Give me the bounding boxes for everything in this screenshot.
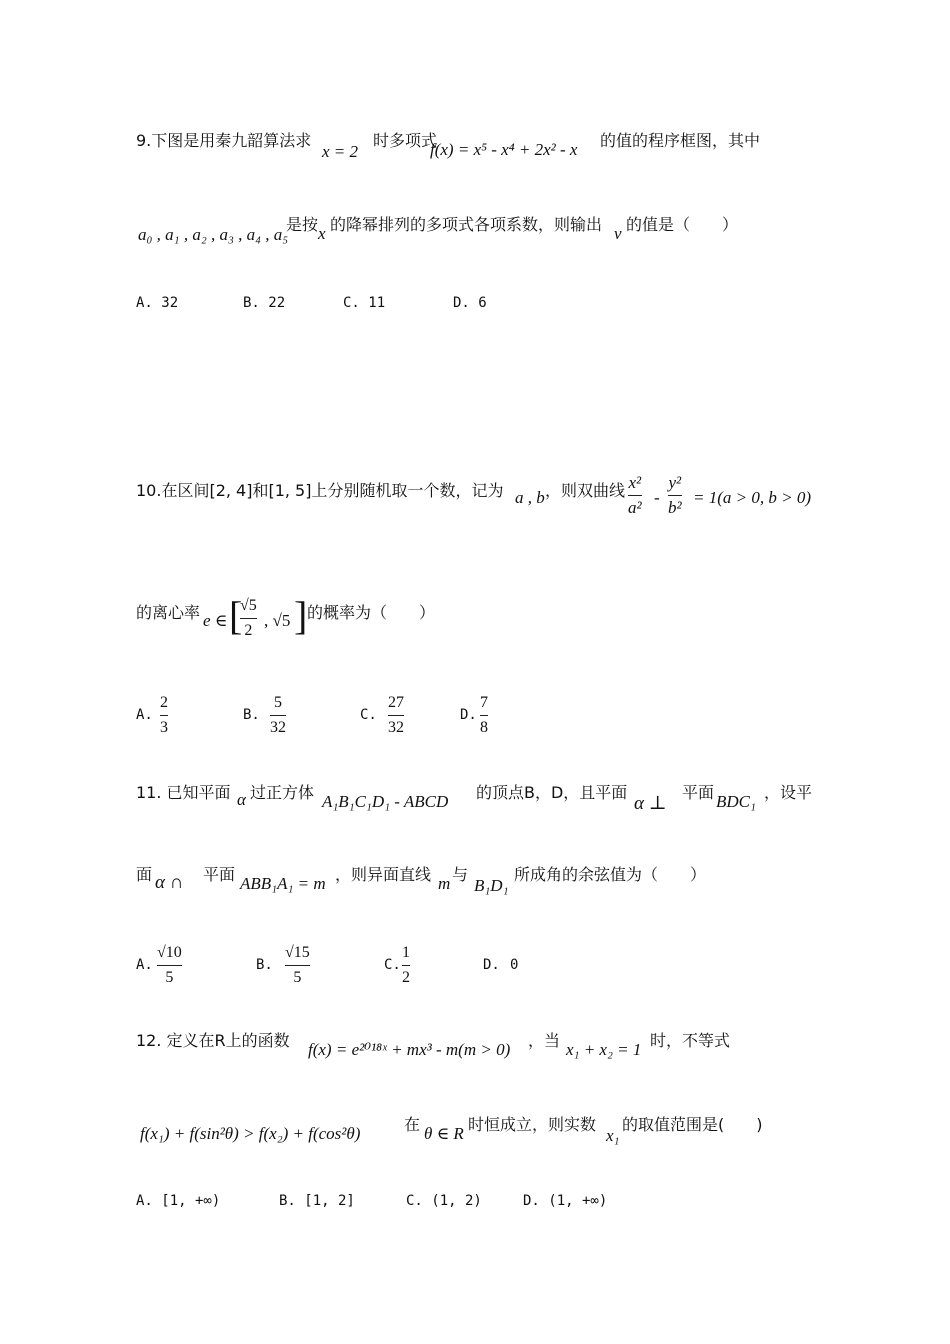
q9-text-2: 时多项式 (373, 131, 438, 150)
q10-interval-num: √5 (240, 597, 257, 614)
q11-text-4: 平面 (682, 783, 715, 802)
q10-text-4: 的概率为（ ） (307, 603, 436, 622)
q9-option-b: B. 22 (243, 295, 286, 311)
q10-ab: a , b (515, 488, 545, 507)
fraction-bar (388, 715, 404, 716)
q11-bdc: BDC₁ (716, 792, 756, 811)
q10-option-b-label: B. (243, 707, 260, 723)
q11-option-d-label: D. (483, 957, 500, 973)
q10-option-c-label: C. (360, 707, 377, 723)
q11-abb: ABB₁A₁ = m (240, 874, 326, 893)
q10-hyp-num-2: y² (668, 473, 682, 492)
q10-option-c-num: 27 (388, 694, 404, 711)
q10-option-b-den: 32 (270, 719, 286, 736)
q10-hyp-num-1: x² (628, 473, 642, 492)
q10-option-a-label: A. (136, 707, 153, 723)
q10-option-a-den: 3 (160, 719, 168, 736)
q11-text-1: 11. 已知平面 (136, 783, 231, 802)
q11-option-c-label: C. (384, 957, 401, 973)
q11-option-b-label: B. (256, 957, 273, 973)
fraction-bar (285, 965, 310, 966)
q10-text-1: 10.在区间[2, 4]和[1, 5]上分别随机取一个数，记为 (136, 481, 504, 500)
fraction-bar (240, 618, 257, 619)
right-bracket-icon: ] (294, 593, 308, 638)
q11-option-b-num: √15 (285, 944, 310, 961)
q10-option-d-den: 8 (480, 719, 488, 736)
q11-text-9: 与 (452, 865, 469, 884)
q11-option-b-value (285, 944, 310, 987)
q9-coefficients: a₀ , a₁ , a₂ , a₃ , a₄ , a₅ (138, 225, 289, 244)
q12-inequality: f(x₁) + f(sin²θ) > f(x₂) + f(cos²θ) (140, 1124, 361, 1143)
q11-cube: A₁B₁C₁D₁ - ABCD (322, 792, 449, 811)
q10-option-d-label: D. (460, 707, 477, 723)
q10-interval-den: 2 (244, 622, 253, 639)
q11-text-8: ，则异面直线 (335, 865, 432, 884)
q12-theta: θ ∈ R (424, 1124, 464, 1143)
q12-text-5: 时恒成立，则实数 (468, 1115, 597, 1134)
q11-m-var: m (438, 874, 451, 893)
q9-v-var: v (614, 224, 622, 243)
q12-text-6: 的取值范围是( ) (622, 1115, 763, 1134)
q11-option-a-num: √10 (157, 944, 182, 961)
q12-x1: x₁ (606, 1126, 620, 1145)
q12-option-a: A. [1, +∞) (136, 1193, 221, 1209)
q11-text-10: 所成角的余弦值为（ ） (514, 865, 707, 884)
fraction-bar (270, 715, 286, 716)
fraction-bar (480, 715, 488, 716)
q10-interval-fraction (240, 597, 257, 640)
q10-option-c-den: 32 (388, 719, 404, 736)
q9-x-var: x (318, 224, 326, 243)
fraction-bar (160, 715, 168, 716)
q12-option-d: D. (1, +∞) (523, 1193, 608, 1209)
q10-hyp-minus: - (654, 488, 660, 507)
q9-option-d: D. 6 (453, 295, 487, 311)
q11-option-a-den: 5 (165, 969, 174, 986)
q11-alpha: α (237, 790, 246, 809)
q10-hyperbola-term-1 (628, 474, 642, 517)
q9-text-4: 是按 (286, 215, 319, 234)
q9-text-1: 9.下图是用秦九韶算法求 (136, 131, 312, 150)
q10-e-in: e ∈ (203, 611, 228, 630)
fraction-bar (668, 495, 682, 496)
q10-option-c-value (388, 694, 404, 737)
q9-x-value: x = 2 (322, 142, 359, 161)
q11-text-7: 平面 (203, 865, 236, 884)
q11-alpha-cap: α ∩ (155, 872, 184, 893)
q12-function: f(x) = e²⁰¹⁸ˣ + mx³ - m(m > 0) (308, 1040, 511, 1059)
q12-option-c: C. (1, 2) (406, 1193, 482, 1209)
q12-text-3: 时，不等式 (650, 1031, 731, 1050)
q10-interval-right: , √5 (264, 611, 291, 630)
q11-text-6: 面 (136, 865, 153, 884)
q10-text-3: 的离心率 (136, 603, 201, 622)
q10-hyp-den-2: b² (668, 498, 682, 517)
q11-text-2: 过正方体 (250, 783, 315, 802)
q10-hyp-den-1: a² (628, 498, 642, 517)
q10-option-d-num: 7 (480, 694, 488, 711)
fraction-bar (157, 965, 182, 966)
q10-option-a-num: 2 (160, 694, 168, 711)
fraction-bar (402, 965, 410, 966)
q9-option-c: C. 11 (343, 295, 386, 311)
q11-option-a-value (157, 944, 182, 987)
q10-option-b-value (270, 694, 286, 737)
q9-option-a: A. 32 (136, 295, 179, 311)
q10-option-a-value (160, 694, 168, 737)
q10-option-d-value (480, 694, 488, 737)
q12-text-2: ，当 (528, 1031, 561, 1050)
q12-text-1: 12. 定义在R上的函数 (136, 1031, 290, 1050)
q10-hyp-rest: = 1(a > 0, b > 0) (693, 488, 811, 507)
q10-option-b-num: 5 (274, 694, 282, 711)
q9-text-6: 的值是（ ） (626, 215, 739, 234)
q11-text-3: 的顶点B，D，且平面 (476, 783, 628, 802)
q9-text-5: 的降幂排列的多项式各项系数，则输出 (330, 215, 603, 234)
q11-alpha-perp: α ⊥ (634, 793, 667, 814)
fraction-bar (628, 495, 642, 496)
q11-text-5: ，设平 (764, 783, 813, 802)
q10-hyperbola-term-2 (668, 474, 682, 517)
q12-text-4: 在 (404, 1115, 421, 1134)
q11-option-d-value: 0 (510, 957, 519, 973)
q11-option-c-num: 1 (402, 944, 410, 961)
q11-option-a-label: A. (136, 957, 153, 973)
q11-option-c-den: 2 (402, 969, 410, 986)
q9-polynomial: f(x) = x⁵ - x⁴ + 2x² - x (430, 140, 578, 159)
q9-text-3: 的值的程序框图，其中 (600, 131, 761, 150)
q10-text-2: ，则双曲线 (545, 481, 626, 500)
q11-option-b-den: 5 (293, 969, 302, 986)
q11-bd: B₁D₁ (474, 876, 509, 895)
q11-option-c-value (402, 944, 410, 987)
q12-condition: x₁ + x₂ = 1 (566, 1040, 642, 1059)
left-bracket-icon: [ (229, 593, 243, 638)
q12-option-b: B. [1, 2] (279, 1193, 355, 1209)
